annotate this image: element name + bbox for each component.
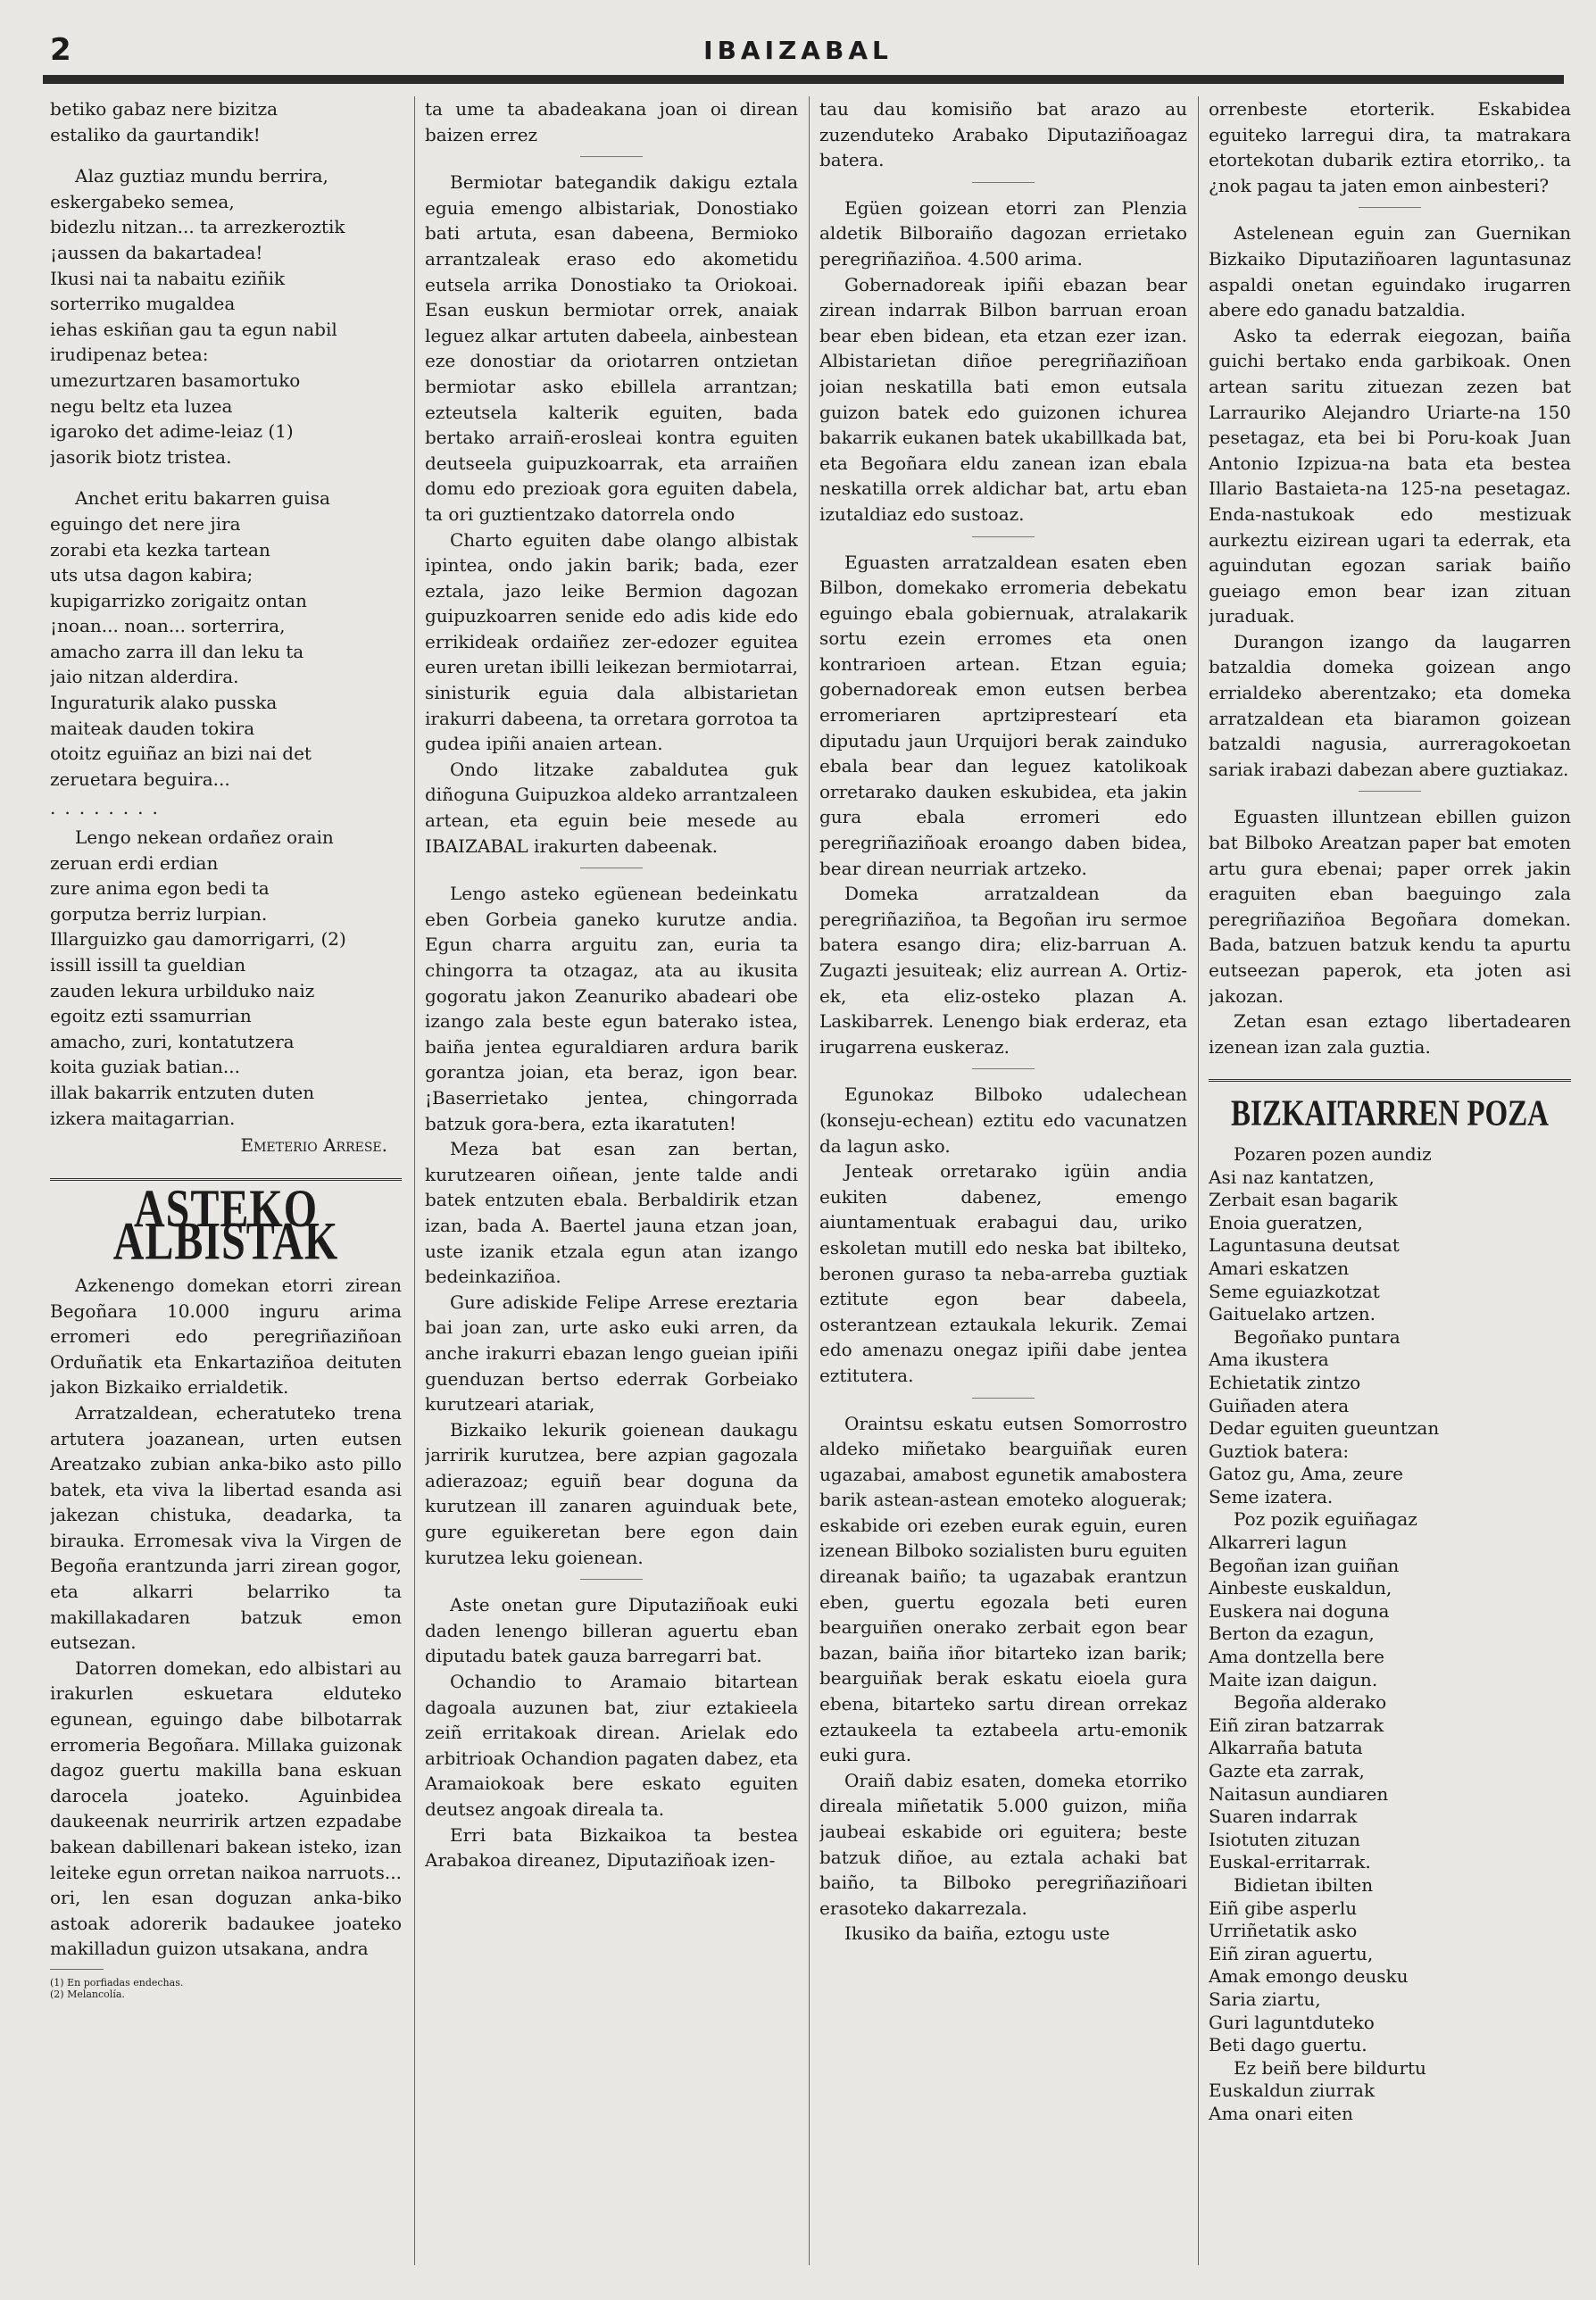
- footnote: (1) En porfiadas endechas.: [50, 1976, 184, 1989]
- verse-line: zauden lekura urbilduko naiz: [50, 979, 315, 1001]
- verse-line: izkera maitagarrian.: [50, 1107, 236, 1129]
- verse-line: ¡noan... noan... sorterrira,: [50, 615, 286, 637]
- verse-line: bidezlu nitzan... ta arrezkeroztik: [50, 216, 345, 238]
- verse-line: Berton da ezagun,: [1209, 1623, 1375, 1645]
- verse-line: Asi naz kantatzen,: [1209, 1166, 1375, 1188]
- article-paragraph: Eguasten illuntzean ebillen guizon bat Bilboko Areatzan paper bat emoten artu gura ebenai; paper orrek jakin eraguiten eban baeguingo zala peregriñaziñoa Begoñara domekan. Bada, batzuen batzuk kendu ta apurtu eutseezan paperok, eta joten asi jakozan.: [1209, 806, 1571, 1007]
- verse-line: ¡aussen da bakartadea!: [50, 241, 263, 263]
- article-paragraph: Ondo litzake zabaldutea guk diñoguna Guipuzkoa aldeko arrantzaleen artean, eta eguin beie mesede au IBAIZABAL irakurten dabeenak.: [425, 758, 798, 857]
- article-paragraph: Datorren domekan, edo albistari au irakurlen eskuetara elduteko egunean, eguingo dabe bilbotarrak erromeria Begoñara. Millaka guizonak dagoz guertu makilla bana eskuan darocela joateko. Aguinbidea daukeenak neurririk artzen ezpadabe bakean dabillenari bakean isteko, izan leiteke egun orretan naikoa narruots... ori, len esan doguzan anka-biko astoak adorerik badaukee joateko makilladun guizon utsakana, andra: [50, 1656, 402, 1960]
- verse-line: Guiñaden atera: [1209, 1394, 1350, 1416]
- verse-line: Echietatik zintzo: [1209, 1371, 1361, 1393]
- verse-line: Begoñako puntara: [1234, 1325, 1401, 1348]
- article-paragraph: Erri bata Bizkaikoa ta bestea Arabakoa direanez, Diputaziñoak izen-: [425, 1823, 798, 1872]
- verse-line: estaliko da gaurtandik!: [50, 123, 261, 145]
- verse-line: Begoñan izan guiñan: [1209, 1554, 1400, 1576]
- verse-line: Gatoz gu, Ama, zeure: [1209, 1463, 1403, 1485]
- article-paragraph: Ikusiko da baiña, eztogu uste: [844, 1922, 1110, 1945]
- article-paragraph: Charto eguiten dabe olango albistak ipintea, ondo jakin barik; bada, ezer eztala, jazo leike Bermion dagozan guipuzkoarren senide edo adis kide edo errikideak ordaiñez zer-edozer eguitea euren uretan ibilli leikezan bermiotarrai, sinisturik eguia dala albistarietan irakurri dabeena, ta orretara gorrotoa ta gudea ipiñi anaien artean.: [425, 528, 798, 755]
- verse-line: Alkarraña batuta: [1209, 1737, 1363, 1759]
- verse-line: Lengo nekean ordañez orain: [75, 826, 334, 849]
- verse-line: irudipenaz betea:: [50, 344, 209, 366]
- footnote: (2) Melancolía.: [50, 1988, 125, 2000]
- column-rule: [1198, 96, 1199, 2265]
- article-paragraph: Arratzaldean, echeratuteko trena artutera joazanean, urten eutsen Areatzako zubian anka-biko asto pillo batek, eta viva la libertad esanda asi jakezan chistuka, deadarka, ta birauka. Erromesak viva la Virgen de Begoña erantzunda jarri zirean gogor, eta alkarri belarriko ta makillakadaren batzuk emon eutsezan.: [50, 1401, 402, 1654]
- verse-line: Ez beiñ bere bildurtu: [1234, 2056, 1426, 2079]
- verse-line: Ikusi nai ta nabaitu eziñik: [50, 267, 286, 289]
- section-title: ASTEKO ALBISTAK: [112, 1179, 339, 1271]
- verse-line: illak bakarrik entzuten duten: [50, 1081, 315, 1103]
- verse-line: issill issill ta gueldian: [50, 954, 246, 976]
- verse-line: koita guziak batian...: [50, 1056, 240, 1078]
- verse-line: jasorik biotz tristea.: [50, 445, 232, 468]
- verse-line: Guri laguntduteko: [1209, 2011, 1375, 2033]
- verse-line: maiteak dauden tokira: [50, 717, 255, 739]
- verse-line: Eiñ gibe asperlu: [1209, 1897, 1358, 1919]
- verse-line: sorterriko mugaldea: [50, 293, 236, 315]
- article-paragraph: Egüen goizean etorri zan Plenzia aldetik Bilboraiño dagozan errietako peregriñaziñoa. 4.500 arima.: [819, 196, 1187, 270]
- verse-line: Poz pozik eguiñagaz: [1234, 1508, 1417, 1531]
- verse-line: Begoña alderako: [1234, 1691, 1387, 1714]
- verse-line: betiko gabaz nere bizitza: [50, 98, 278, 120]
- article-paragraph: Aste onetan gure Diputaziñoak euki daden lenengo billeran aguertu eban diputadu batek gauza barregarri bat.: [425, 1594, 798, 1667]
- verse-line: Laguntasuna deutsat: [1209, 1234, 1400, 1257]
- verse-line: amacho zarra ill dan leku ta: [50, 640, 304, 662]
- column-rule: [809, 96, 810, 2265]
- verse-line: amacho, zuri, kontatutzera: [50, 1030, 295, 1052]
- column-4: [1209, 96, 1571, 2274]
- verse-line: zure anima egon bedi ta: [50, 877, 270, 900]
- verse-line: gorputza berriz lurpian.: [50, 902, 268, 925]
- verse-line: igaroko det adime-leiaz (1): [50, 420, 294, 443]
- verse-line: Amari eskatzen: [1209, 1257, 1350, 1279]
- verse-line: Euskal-erritarrak.: [1209, 1851, 1371, 1873]
- verse-line: Ama ikustera: [1209, 1349, 1329, 1371]
- verse-line: Eiñ ziran batzarrak: [1209, 1714, 1384, 1736]
- verse-line: Zerbait esan bagarik: [1209, 1189, 1398, 1211]
- verse-line: umezurtzaren basamortuko: [50, 369, 301, 391]
- article-paragraph: Gure adiskide Felipe Arrese ereztaria bai joan zan, urte asko euki arren, da anche irakurri ebazan lengo gueian ipiñi guenduzan bertso ederrak Gorbeiako kurutzeari atariak,: [425, 1291, 798, 1416]
- verse-line: Ama onari eiten: [1209, 2102, 1353, 2124]
- verse-line: kupigarrizko zorigaitz ontan: [50, 589, 307, 611]
- verse-line: Seme izatera.: [1209, 1485, 1334, 1507]
- verse-line: Pozaren pozen aundiz: [1234, 1142, 1432, 1165]
- verse-line: iehas eskiñan gau ta egun nabil: [50, 318, 337, 340]
- verse-line: otoitz eguiñaz an bizi nai det: [50, 743, 312, 765]
- section-divider: [1209, 1079, 1571, 1082]
- verse-line: Dedar eguiten gueuntzan: [1209, 1417, 1440, 1440]
- verse-line: zorabi eta kezka tartean: [50, 538, 270, 560]
- article-paragraph: Bermiotar bategandik dakigu eztala eguia emengo albistariak, Donostiako bati artuta, esan dabeena, Bermioko arrantzaleak eraso edo akometidu eutsela arrika Donostiako ta Oriokoai. Esan euskun bermiotar orrek, anaiak leguez alkar artuten dabeela, ainbestean eze donostiar da oriotarren ontzietan bermiotar asko ebillela arrantzan; ezteutsela kalterik eguiten, bada bertako arraiñ-erosleai kontra eguiten deutseela guipuzkoarrak, eta arraiñen domu edo prezioak gora eguiten dabela, ta ori guztientzako datorrela ondo: [425, 171, 798, 525]
- article-paragraph: Lengo asteko egüenean bedeinkatu eben Gorbeia ganeko kurutze andia. Egun charra arguitu zan, euria ta chingorra ta otzagaz, ata au ikusita gogoratu jakon Zeanuriko abadeari obe izango zala beste egun baterako istea, baiña jentea eguraldiaren ardura barik gorantza joian, eta beraz, igon bear. ¡Baserrietako jentea, chingorrada batzuk gora-bera, ezta ikaratuten!: [425, 883, 798, 1134]
- column-3: [819, 96, 1187, 2274]
- article-paragraph: tau dau komisiño bat arazo au zuzenduteko Arabako Diputaziñoagaz batera.: [819, 98, 1187, 171]
- columns: [43, 96, 1571, 2274]
- article-paragraph: Gobernadoreak ipiñi ebazan bear zirean indarrak Bilbon barruan eroan bear eben bidean, eta etzan ezer izan. Albistarietan diñoe peregriñaziñoan joian neskatilla bati emon eutsala guizon batek edo guizonen ichurea bakarrik eukanen batek ukabillkada bat, eta Begoñara eldu zanean izan ebala neskatilla orrek aldichar bat, artu eban izutaldiaz edo sustoaz.: [819, 273, 1187, 525]
- verse-line: zeruetara beguira...: [50, 768, 230, 790]
- verse-line: Naitasun aundiaren: [1209, 1782, 1389, 1805]
- column-1: [50, 96, 402, 2274]
- article-paragraph: ta ume ta abadeakana joan oi direan baizen errez: [425, 98, 798, 145]
- verse-line: Saria ziartu,: [1209, 1988, 1321, 2010]
- article-paragraph: Jenteak orretarako igüin andia eukiten dabenez, emengo aiuntamentuak erabagui dau, uriko eskoletan mutill edo neska bat ibilteko, beronen guraso ta neba-arreba guztiak eztitute egon bear dabeela, osterantzean eztaukala lekurik. Zemai edo amenazu onegaz ipiñi dabe jentea eztitutera.: [819, 1160, 1187, 1386]
- verse-line: Illarguizko gau damorrigarri, (2): [50, 928, 346, 951]
- article-paragraph: Ochandio to Aramaio bitartean dagoala auzunen bat, ziur eztakieela zeiñ erritakoak direan. Arielak edo arbitrioak Ochandion pagaten dabez, eta Aramaiokoak bere eskato eguiten deutsez angoak direala ta.: [425, 1671, 798, 1820]
- verse-line: Seme eguiazkotzat: [1209, 1280, 1380, 1302]
- poem-stanza: [50, 163, 402, 469]
- verse-line: negu beltz eta luzea: [50, 394, 233, 417]
- article-paragraph: orrenbeste etorterik. Eskabidea eguiteko larregui dira, ta matrakara etortekotan dubarik eztira etorriko,. ta ¿nok pagau ta jaten emon ainbesteri?: [1209, 98, 1571, 196]
- column-2: [425, 96, 798, 2274]
- article-paragraph: Oraintsu eskatu eutsen Somorrostro aldeko miñetako bearguiñak euren ugazabai, amabost egunetik amabostera barik astean-astean emoteko aloguerak; eskabide ori ezeben eurak eguin, euren izenean Bilboko sozialisten buru eguiten direanak baiño; ta ugazabak erantzun eben, guertu egozala beti euren bearguiñen onerako zerbait egon bear bazan, baiña iñor bitarteko izan barik; bearguiñak berak eskatu eioela gura ebena, bitarteko sartu direan orrekaz eztaukeela ta eztabeela artu-emonik euki gura.: [819, 1412, 1187, 1766]
- article-paragraph: Bizkaiko lekurik goienean daukagu jarririk kurutzea, bere azpian gagozala adierazoaz; eguiñ bear doguna da kurutzean ill zanaren aguinduak bete, gure eguikeretan bere egon dain kurutzea leku goienean.: [425, 1418, 798, 1568]
- poem-stanza: [50, 825, 402, 1131]
- poem-title: BIZKAITARREN POZA: [1230, 1093, 1550, 1134]
- verse-line: jaio nitzan alderdira.: [50, 666, 239, 688]
- verse-line: uts utsa dagon kabira;: [50, 564, 254, 586]
- verse-line: Alkarreri lagun: [1209, 1532, 1348, 1554]
- verse-line: Ama dontzella bere: [1209, 1646, 1384, 1668]
- verse-line: Isiotuten zituzan: [1209, 1828, 1360, 1850]
- poem-body: [1209, 1143, 1571, 2126]
- article-paragraph: Domeka arratzaldean da peregriñaziñoa, ta Begoñan iru sermoe batera esango dira; eliz-barruan A. Zugazti jesuiteak; eliz aurrean A. Ortiz-ek, eta eliz-osteko plazan A. Laskibarrek. Lenengo biak erderaz, eta irugarrena euskeraz.: [819, 883, 1187, 1058]
- article-paragraph: Zetan esan eztago libertadearen izenean izan zala guztia.: [1209, 1010, 1571, 1058]
- verse-line: Anchet eritu bakarren guisa: [75, 487, 330, 510]
- verse-line: zeruan erdi erdian: [50, 851, 219, 874]
- article-paragraph: Meza bat esan zan bertan, kurutzearen oiñean, jente talde andi batek entzuten ebala. Berbaldirik etzan izan, bada A. Baertel jauna etzan joan, uste izanik etzala egun atan izango bedeinkaziñoa.: [425, 1138, 798, 1288]
- article-paragraph: Durangon izango da laugarren batzaldia domeka goizean ango errialdeko aberentzako; eta domeka arratzaldean eta biaramon goizean batzaldi nagusia, aurreragokoetan sariak irabazi dabezan abere guztiakaz.: [1209, 630, 1571, 780]
- masthead: IBAIZABAL: [703, 36, 893, 65]
- verse-line: Euskera nai doguna: [1209, 1599, 1390, 1622]
- column-rule: [414, 96, 415, 2265]
- verse-line: Inguraturik alako pusska: [50, 692, 278, 714]
- verse-line: Enoia gueratzen,: [1209, 1211, 1363, 1233]
- verse-line: Suaren indarrak: [1209, 1806, 1358, 1828]
- article-paragraph: Oraiñ dabiz esaten, domeka etorriko direala miñetatik 5.000 guizon, miña jaubeai eskabide ori eguitera; beste batzuk diñoe, au eztala achaki bat baiño, ta Bilboko peregriñaziñoari erasoteko dakarrezala.: [819, 1769, 1187, 1919]
- article-paragraph: Asko ta ederrak eiegozan, baiña guichi bertako enda garbikoak. Onen artean saritu zituezan zezen bat Larrauriko Alejandro Uriarte-na 150 pesetagaz, eta bei bi Poru-koak Juan Antonio Izpizua-na bata eta bestea Illario Bastaieta-na 125-na pesetagaz. Enda-nastukoak edo mestizuak aurkeztu eizirean ugari ta ederrak, eta aguindutan egozan sariak baiño gueiago emon bear izan zituan juraduak.: [1209, 324, 1571, 627]
- verse-line: egoitz ezti ssamurrian: [50, 1005, 252, 1027]
- author-signature: Emeterio Arrese.: [240, 1134, 387, 1157]
- dot-separator: ........: [50, 797, 167, 819]
- poem-stanza: [50, 486, 402, 792]
- article-paragraph: Egunokaz Bilboko udalechean (konseju-echean) eztitu edo vacunatzen da lagun asko.: [819, 1084, 1187, 1157]
- verse-line: Beti dago guertu.: [1209, 2034, 1367, 2056]
- verse-line: Urriñetatik asko: [1209, 1920, 1358, 1942]
- page-number: 2: [50, 32, 71, 68]
- verse-line: Maite izan daigun.: [1209, 1668, 1378, 1690]
- article-paragraph: Azkenengo domekan etorri zirean Begoñara 10.000 inguru arima erromeri edo peregriñaziñoan Orduñatik eta Enkartaziñoa deituten jakon Bizkaiko errialdetik.: [50, 1274, 402, 1399]
- verse-line: Gazte eta zarrak,: [1209, 1760, 1365, 1781]
- verse-line: Bidietan ibilten: [1234, 1873, 1374, 1896]
- verse-line: Alaz guztiaz mundu berrira,: [75, 165, 328, 187]
- poem-stanza: [50, 96, 402, 147]
- verse-line: Amak emongo deusku: [1209, 1965, 1409, 1988]
- header-rule: [43, 75, 1564, 84]
- verse-line: Ainbeste euskaldun,: [1209, 1577, 1392, 1599]
- verse-line: Eiñ ziran aguertu,: [1209, 1942, 1374, 1964]
- article-paragraph: Astelenean eguin zan Guernikan Bizkaiko Diputaziñoaren laguntasunaz aspaldi onetan eguindako irugarren abere edo ganadu batzaldia.: [1209, 222, 1571, 321]
- verse-line: Euskaldun ziurrak: [1209, 2080, 1376, 2102]
- verse-line: Guztiok batera:: [1209, 1440, 1350, 1462]
- verse-line: eskergabeko semea,: [50, 190, 235, 212]
- article-paragraph: Eguasten arratzaldean esaten eben Bilbon, domekako erromeria debekatu eguingo ebala gobiernuak, atralakarik sortu ezein erromes eta onen kontrarioen artean. Etzan eguia; gobernadoreak emon eutsen berbea erromeriaren aprtziprestearí eta diputadu jaun Urquijori berak zainduko ebala bear dan leguez katolikoak orretarako dauken eskubidea, eta jakin gura ebala erromeri edo peregriñaziñoak eroango daben bidea, bear direan neurriak artzeko.: [819, 551, 1187, 879]
- verse-line: Gaituelako artzen.: [1209, 1303, 1376, 1325]
- verse-line: eguingo det nere jira: [50, 512, 241, 535]
